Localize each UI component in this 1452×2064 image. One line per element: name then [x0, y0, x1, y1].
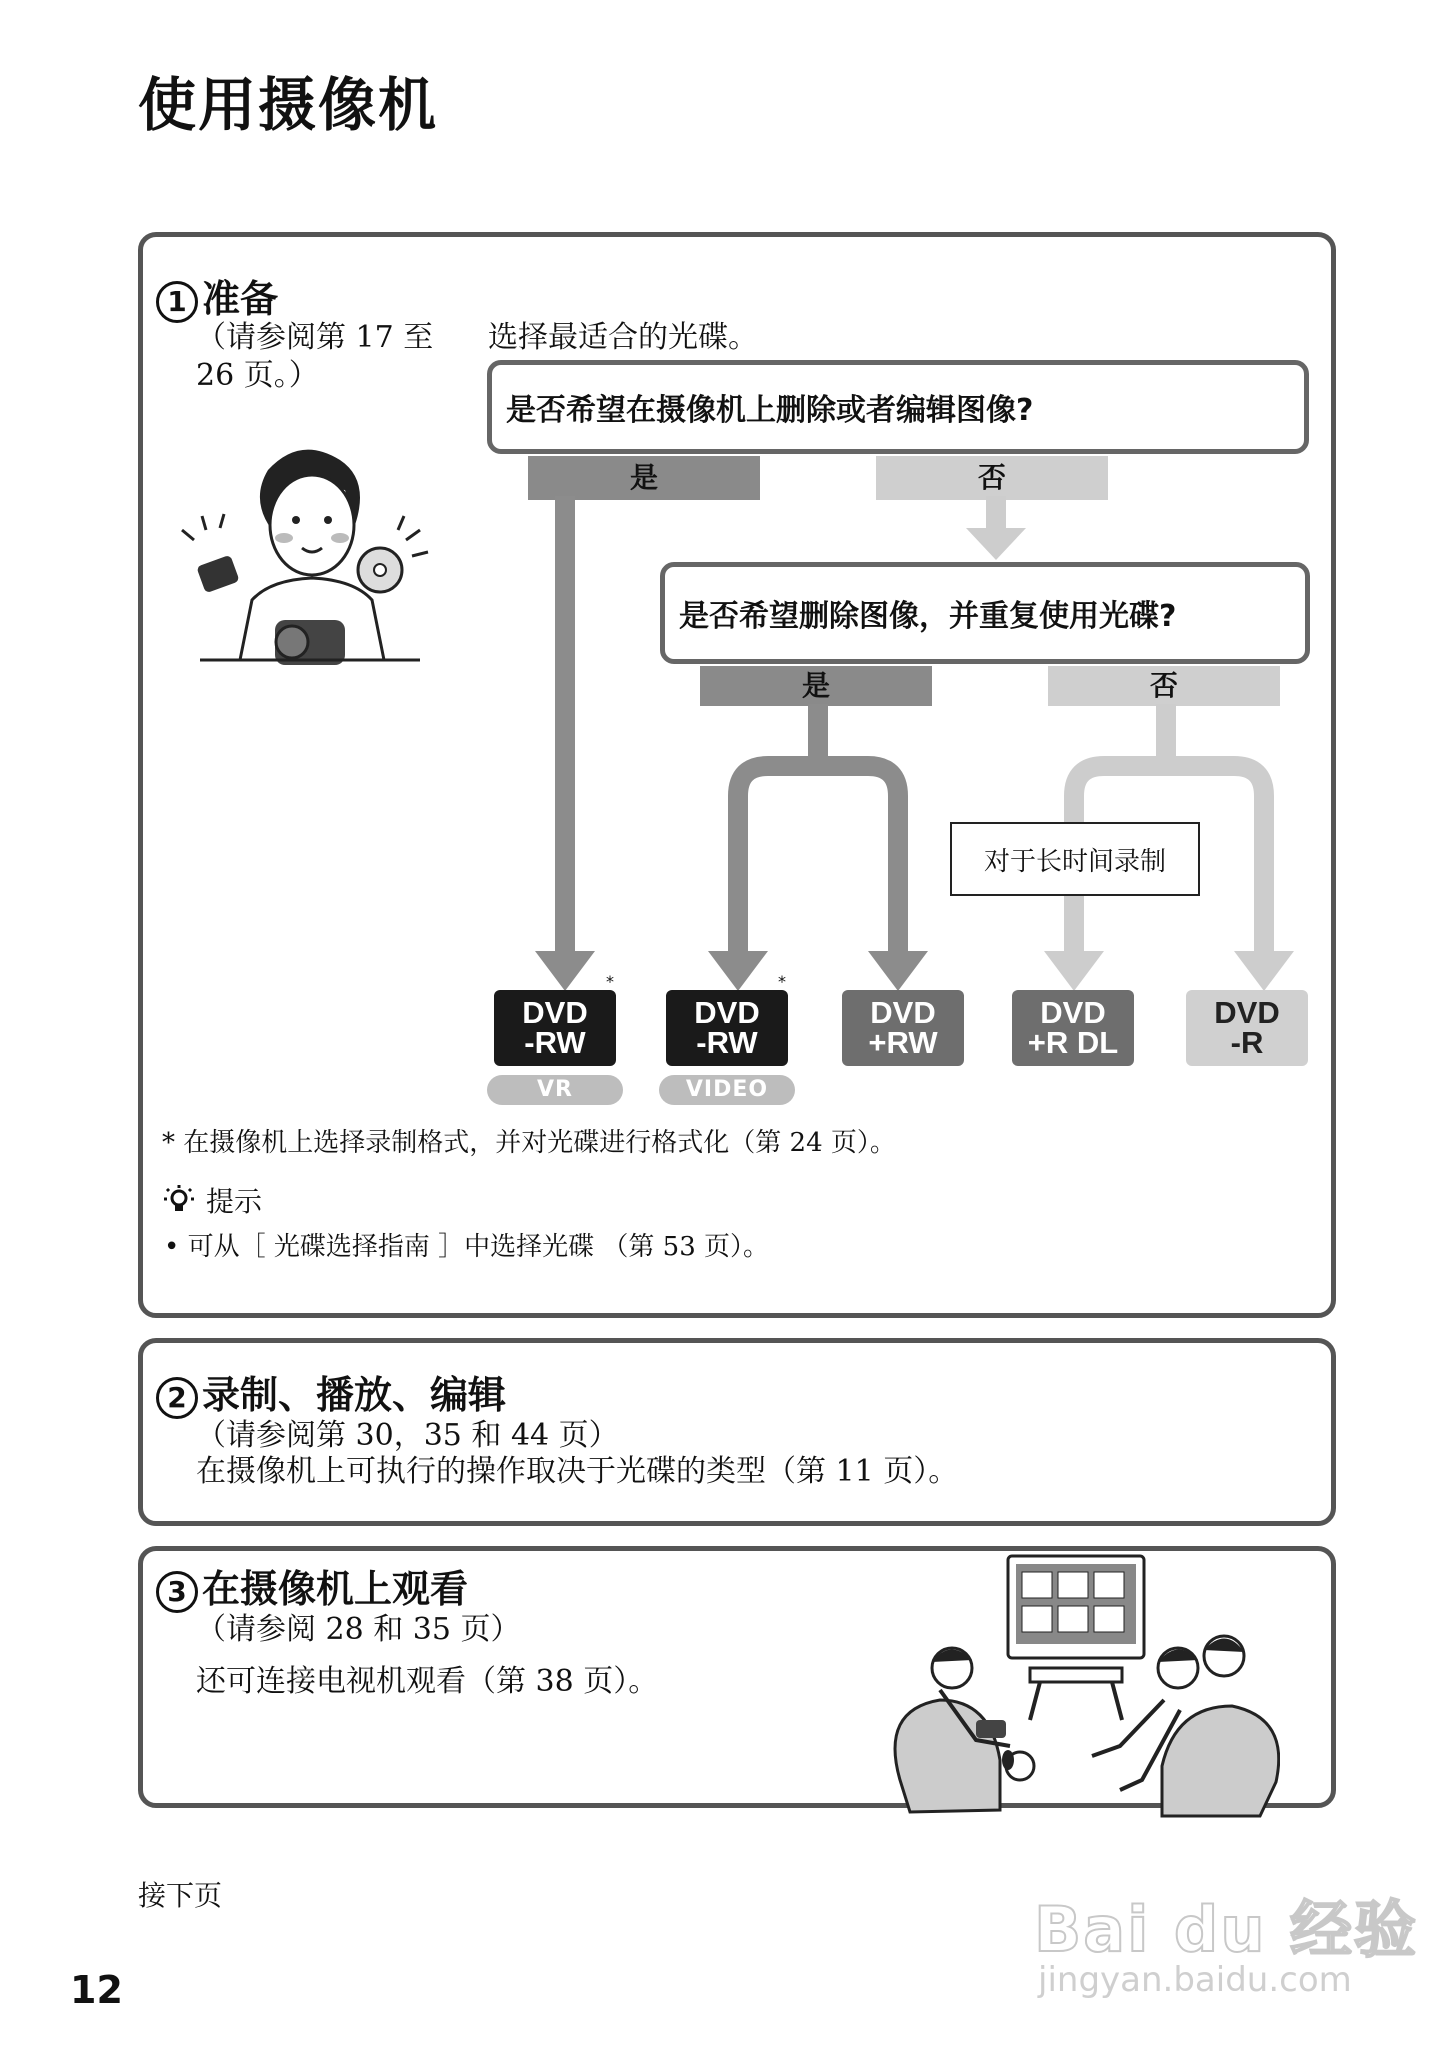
format-footnote: * 在摄像机上选择录制格式，并对光碟进行格式化（第 24 页）。 [162, 1128, 896, 1158]
disc-dvd-plus-rw [842, 990, 964, 1066]
disc1-line1: DVD [522, 995, 588, 1030]
arrow-q2-yes-right-head [868, 951, 928, 991]
long-recording-label [950, 822, 1200, 896]
section3-number: 3 [156, 1571, 198, 1613]
section1-number: 1 [156, 281, 198, 323]
q2-yes-tag: 是 [700, 666, 932, 706]
disc-dvd-plus-r-dl [1012, 990, 1134, 1066]
section1-ref-line2: 26 页。） [196, 358, 319, 393]
q1-no-tag: 否 [876, 456, 1108, 500]
arrow-q2-yes-stem [808, 704, 828, 764]
flowchart-arrows [480, 496, 1340, 996]
section3-ref: （请参阅 28 和 35 页） [196, 1612, 521, 1647]
woman-holding-discs-illustration [180, 430, 440, 690]
arrow-q1-yes-shaft [555, 496, 575, 958]
section2-ref: （请参阅第 30，35 和 44 页） [196, 1418, 619, 1453]
q1-yes-tag: 是 [528, 456, 760, 500]
disc2-asterisk: * [778, 972, 786, 991]
disc2-line1: DVD [694, 995, 760, 1030]
arrow-q2-no-right-head [1234, 951, 1294, 991]
disc4-line1: DVD [1040, 995, 1106, 1030]
page-title: 使用摄像机 [138, 71, 439, 139]
question1-text: 是否希望在摄像机上删除或者编辑图像? [506, 393, 1034, 428]
section2-title: 录制、播放、编辑 [202, 1373, 507, 1417]
section3-title: 在摄像机上观看 [202, 1567, 469, 1611]
arrow-q1-no-head [966, 528, 1026, 560]
baidu-watermark-url: jingyan.baidu.com [1038, 1960, 1352, 2000]
baidu-watermark-logo: Bai du 经验 [1034, 1893, 1419, 1966]
disc3-line1: DVD [870, 995, 936, 1030]
long-recording-text: 对于长时间录制 [983, 846, 1166, 877]
tip-label: 提示 [206, 1185, 263, 1218]
page-number: 12 [70, 1968, 123, 2012]
section1-ref-line1: （请参阅第 17 至 [196, 320, 434, 355]
section2-text: 在摄像机上可执行的操作取决于光碟的类型（第 11 页）。 [196, 1454, 959, 1489]
disc2-line2: -RW [696, 1025, 758, 1060]
arrow-q2-yes-branch [738, 766, 898, 958]
continue-next-page: 接下页 [138, 1879, 223, 1912]
disc1-mode-pill: VR [487, 1075, 623, 1105]
section3-text: 还可连接电视机观看（第 38 页）。 [196, 1664, 659, 1699]
family-watching-tv-illustration [880, 1550, 1280, 1840]
section2-number: 2 [156, 1377, 198, 1419]
disc2-mode-pill: VIDEO [659, 1075, 795, 1105]
disc3-line2: +RW [868, 1025, 938, 1060]
disc5-line2: -R [1230, 1025, 1264, 1060]
lightbulb-icon [162, 1183, 196, 1217]
disc1-line2: -RW [524, 1025, 586, 1060]
disc1-asterisk: * [606, 972, 614, 991]
question1-box [487, 360, 1309, 454]
arrow-q1-no-shaft [986, 496, 1006, 532]
disc4-line2: +R DL [1027, 1025, 1119, 1060]
arrow-q2-no-left-head [1044, 951, 1104, 991]
q2-no-tag: 否 [1048, 666, 1280, 706]
section1-intro: 选择最适合的光碟。 [488, 320, 758, 355]
arrow-q2-no-stem [1156, 704, 1176, 764]
arrow-q2-yes-left-head [708, 951, 768, 991]
arrow-q1-yes-head [535, 951, 595, 991]
disc-dvd-minus-r [1186, 990, 1308, 1066]
disc5-line1: DVD [1214, 995, 1280, 1030]
question2-text: 是否希望删除图像，并重复使用光碟? [679, 599, 1177, 634]
disc-dvd-rw-video [666, 990, 788, 1066]
section1-title: 准备 [202, 277, 279, 321]
tip-heading [162, 1180, 262, 1220]
disc-dvd-rw-vr [494, 990, 616, 1066]
tip-text: • 可从［ 光碟选择指南 ］中选择光碟 （第 53 页）。 [164, 1232, 770, 1262]
